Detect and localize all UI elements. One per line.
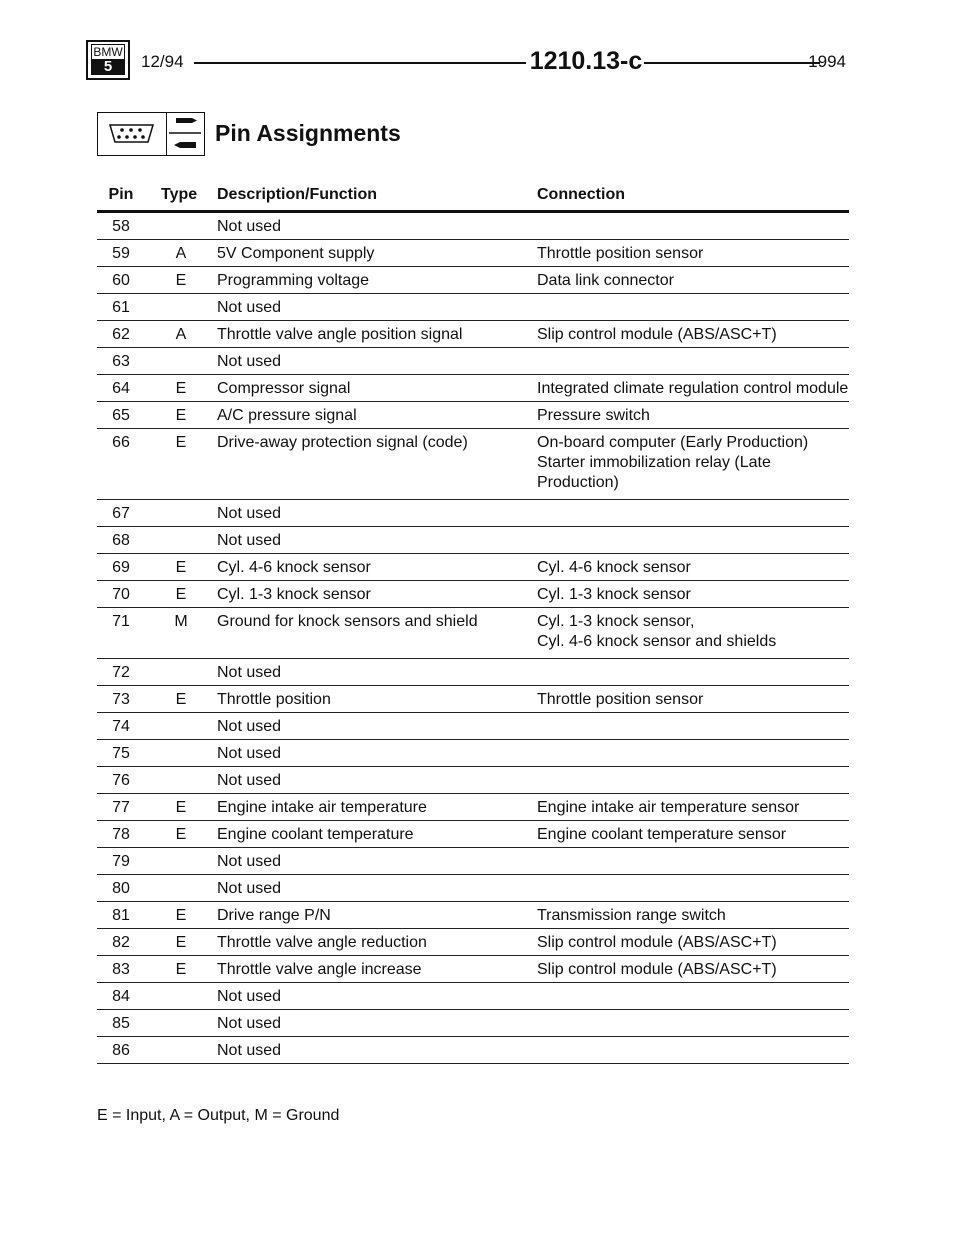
description-cell: Throttle valve angle increase <box>217 961 422 978</box>
bmw-5-series-logo <box>86 40 130 80</box>
description-cell: Cyl. 1-3 knock sensor <box>217 586 371 603</box>
connection-cell: Data link connector <box>537 272 674 289</box>
column-header-connection: Connection <box>537 186 625 203</box>
description-cell: Not used <box>217 505 282 522</box>
pin-cell: 65 <box>112 407 130 424</box>
pin-cell: 85 <box>112 1015 130 1032</box>
pin-cell: 66 <box>112 434 130 451</box>
description-cell: Drive-away protection signal (code) <box>217 434 468 451</box>
pin-assignment-table <box>97 180 849 1064</box>
table-row <box>97 1010 849 1037</box>
description-cell: Not used <box>217 772 282 789</box>
connection-cell: Cyl. 4-6 knock sensor <box>537 559 691 576</box>
table-row <box>97 294 849 321</box>
connection-cell: Pressure switch <box>537 407 650 424</box>
description-cell: Not used <box>217 1042 282 1059</box>
type-cell: E <box>175 434 187 451</box>
title-row <box>97 112 517 158</box>
table-header <box>97 180 849 213</box>
page-header <box>86 40 846 84</box>
connection-cell: Cyl. 1-3 knock sensor <box>537 586 691 603</box>
header-date: 12/94 <box>141 52 184 71</box>
connection-cell: Slip control module (ABS/ASC+T) <box>537 326 777 343</box>
pin-cell: 64 <box>112 380 130 397</box>
description-cell: Not used <box>217 664 282 681</box>
type-cell: E <box>175 826 187 843</box>
pin-cell: 58 <box>112 218 130 235</box>
description-cell: Not used <box>217 353 282 370</box>
input-output-icon <box>167 112 205 156</box>
pin-cell: 84 <box>112 988 130 1005</box>
table-row <box>97 402 849 429</box>
table-row <box>97 956 849 983</box>
type-cell: M <box>174 613 188 630</box>
description-cell: Not used <box>217 745 282 762</box>
description-cell: Not used <box>217 218 282 235</box>
pin-cell: 75 <box>112 745 130 762</box>
description-cell: Engine coolant temperature <box>217 826 414 843</box>
pin-cell: 72 <box>112 664 130 681</box>
table-row <box>97 267 849 294</box>
column-header-type: Type <box>161 186 198 203</box>
table-row <box>97 527 849 554</box>
description-cell: Ground for knock sensors and shield <box>217 613 478 630</box>
connection-cell: Throttle position sensor <box>537 691 704 708</box>
table-row <box>97 740 849 767</box>
description-cell: Programming voltage <box>217 272 370 289</box>
description-cell: Engine intake air temperature <box>217 799 427 816</box>
pin-cell: 80 <box>112 880 130 897</box>
pin-cell: 71 <box>112 613 130 630</box>
pin-cell: 67 <box>112 505 130 522</box>
pin-cell: 61 <box>112 299 130 316</box>
table-row <box>97 1037 849 1064</box>
pin-cell: 63 <box>112 353 130 370</box>
pin-cell: 70 <box>112 586 130 603</box>
pin-cell: 74 <box>112 718 130 735</box>
pin-cell: 82 <box>112 934 130 951</box>
type-cell: A <box>175 326 187 343</box>
table-row <box>97 794 849 821</box>
description-cell: Throttle position <box>217 691 331 708</box>
table-row <box>97 608 849 659</box>
description-cell: Not used <box>217 718 282 735</box>
type-cell: E <box>175 586 187 603</box>
pin-cell: 77 <box>112 799 130 816</box>
description-cell: Cyl. 4-6 knock sensor <box>217 559 371 576</box>
logo-brand: BMW <box>91 44 125 61</box>
header-rule-right <box>644 62 820 64</box>
description-cell: Not used <box>217 1015 282 1032</box>
page-title: Pin Assignments <box>215 120 401 146</box>
document-code: 1210.13-c <box>529 47 643 75</box>
table-row <box>97 240 849 267</box>
type-cell: E <box>175 272 187 289</box>
description-cell: Compressor signal <box>217 380 351 397</box>
table-row <box>97 929 849 956</box>
type-cell: E <box>175 961 187 978</box>
connection-cell: Slip control module (ABS/ASC+T) <box>537 934 777 951</box>
table-row <box>97 821 849 848</box>
column-header-pin: Pin <box>108 186 134 203</box>
type-cell: A <box>175 245 187 262</box>
table-row <box>97 659 849 686</box>
type-cell: E <box>175 934 187 951</box>
table-row <box>97 375 849 402</box>
pin-cell: 59 <box>112 245 130 262</box>
description-cell: Not used <box>217 299 282 316</box>
table-row <box>97 554 849 581</box>
table-row <box>97 581 849 608</box>
connection-cell: Cyl. 1-3 knock sensor, Cyl. 4-6 knock sensor and shields <box>537 613 777 650</box>
pin-cell: 60 <box>112 272 130 289</box>
description-cell: Not used <box>217 532 282 549</box>
table-row <box>97 348 849 375</box>
description-cell: Throttle valve angle position signal <box>217 326 463 343</box>
table-row <box>97 713 849 740</box>
type-cell: E <box>175 691 187 708</box>
pin-cell: 78 <box>112 826 130 843</box>
type-legend: E = Input, A = Output, M = Ground <box>97 1107 340 1124</box>
type-cell: E <box>175 380 187 397</box>
table-row <box>97 902 849 929</box>
description-cell: Drive range P/N <box>217 907 331 924</box>
connection-cell: Engine intake air temperature sensor <box>537 799 800 816</box>
table-row <box>97 321 849 348</box>
connector-icon <box>97 112 167 156</box>
table-row <box>97 875 849 902</box>
connection-cell: Transmission range switch <box>537 907 726 924</box>
pin-cell: 86 <box>112 1042 130 1059</box>
pin-cell: 73 <box>112 691 130 708</box>
connection-cell: Throttle position sensor <box>537 245 704 262</box>
header-year: 1994 <box>808 52 846 71</box>
type-cell: E <box>175 407 187 424</box>
pin-cell: 68 <box>112 532 130 549</box>
table-row <box>97 500 849 527</box>
type-cell: E <box>175 559 187 576</box>
description-cell: Throttle valve angle reduction <box>217 934 427 951</box>
column-header-description: Description/Function <box>217 186 377 203</box>
pin-cell: 69 <box>112 559 130 576</box>
description-cell: Not used <box>217 988 282 1005</box>
table-row <box>97 429 849 500</box>
table-row <box>97 767 849 794</box>
description-cell: Not used <box>217 880 282 897</box>
logo-series: 5 <box>91 59 125 75</box>
type-cell: E <box>175 907 187 924</box>
table-body <box>97 213 849 1064</box>
pin-cell: 62 <box>112 326 130 343</box>
pin-cell: 76 <box>112 772 130 789</box>
type-cell: E <box>175 799 187 816</box>
pin-cell: 81 <box>112 907 130 924</box>
connection-cell: Slip control module (ABS/ASC+T) <box>537 961 777 978</box>
description-cell: A/C pressure signal <box>217 407 357 424</box>
table-row <box>97 848 849 875</box>
description-cell: Not used <box>217 853 282 870</box>
description-cell: 5V Component supply <box>217 245 375 262</box>
pin-cell: 79 <box>112 853 130 870</box>
connection-cell: Integrated climate regulation control module <box>537 380 849 397</box>
pin-cell: 83 <box>112 961 130 978</box>
table-row <box>97 213 849 240</box>
table-row <box>97 686 849 713</box>
connection-cell: Engine coolant temperature sensor <box>537 826 787 843</box>
connection-cell: On-board computer (Early Production) Starter immobilization relay (Late Production) <box>537 434 809 491</box>
table-row <box>97 983 849 1010</box>
